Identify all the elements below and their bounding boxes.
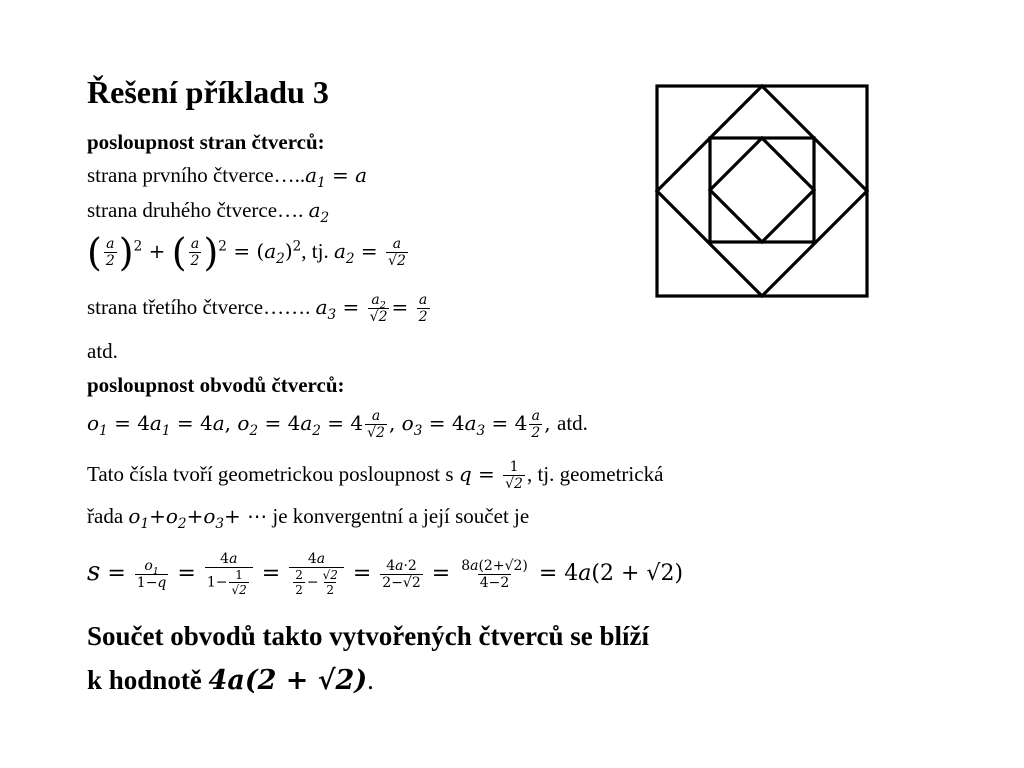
ratio-q: q = $\frac{1}{√2}$ <box>458 459 523 492</box>
geometric-text-after: , tj. geometrická <box>526 462 664 486</box>
fourth-square <box>710 138 814 242</box>
second-square-side <box>87 196 329 224</box>
conclusion-prefix: k hodnotě <box>87 665 209 695</box>
conclusion-line-2 <box>87 662 374 699</box>
pythagoras-mid-text: , tj. <box>301 239 334 263</box>
first-square-side <box>87 161 367 189</box>
sides-etc: atd. <box>87 339 118 363</box>
perimeters-formula-line <box>87 400 588 446</box>
third-square <box>710 138 814 242</box>
second-square <box>657 86 867 296</box>
pythagoras-equation <box>87 228 410 274</box>
heading-sides-sequence: posloupnost stran čtverců: <box>87 130 325 154</box>
pythagoras-formula: ( $\frac{a}{2}$ )$^2$ + ( $\frac{a}{2}$ )$^2 = (a_2)^2$ <box>87 230 302 275</box>
first-square-label: strana prvního čtverce….. <box>87 163 306 187</box>
heading-perimeters-sequence: posloupnost obvodů čtverců: <box>87 373 345 397</box>
geometric-sequence-line <box>87 452 663 496</box>
series-after: je konvergentní a její součet je <box>267 504 530 528</box>
perimeters-formula: $o_1 = 4a_1 = 4a$, $o_2 = 4a_2 = 4$ $\frac{a}{√2}$ , $o_3 = 4a_3 = 4$ $\frac{a}{2}$ , <box>87 408 558 441</box>
perimeters-etc: atd. <box>557 411 588 435</box>
series-formula: $o_1+o_2+o_3+$ ⋯ <box>128 504 268 532</box>
nested-squares-figure-icon <box>652 82 872 298</box>
third-square-label: strana třetího čtverce……. <box>87 295 316 319</box>
third-square-side <box>87 285 432 329</box>
sum-formula: s = $\frac{o_1}{1-q}$ = 4a 1− $\frac{1}{√2}$ = 4a $\frac{2}{2}$ − $\frac{√2}{2}$ = $\frac{4a\cdot 2}{2-√2}$ = $\frac{8a(2+√2)}{4-2}$ = 4a(2 + √2) <box>87 551 684 597</box>
a2-result: $a_2$ = $\frac{a}{√2}$ <box>333 236 406 269</box>
third-square-formula: $a_3$ = $\frac{a_2}{√2}$ = $\frac{a}{2}$ <box>315 292 428 325</box>
geometric-text-before: Tato čísla tvoří geometrickou posloupnost s <box>87 462 459 486</box>
series-prefix: řada <box>87 504 129 528</box>
sum-derivation <box>87 536 683 610</box>
first-square-formula: $a_1 = a$ <box>305 163 368 191</box>
outer-square <box>657 86 867 296</box>
second-square-label: strana druhého čtverce…. <box>87 198 309 222</box>
conclusion-suffix: . <box>367 665 374 695</box>
series-line <box>87 502 529 530</box>
conclusion-line-1: Součet obvodů takto vytvořených čtverců se blíží <box>87 621 649 651</box>
second-square-symbol: $a_2$ <box>308 198 330 226</box>
conclusion-value: 4a(2 + √2) <box>208 665 368 696</box>
page-title: Řešení příkladu 3 <box>87 74 329 110</box>
